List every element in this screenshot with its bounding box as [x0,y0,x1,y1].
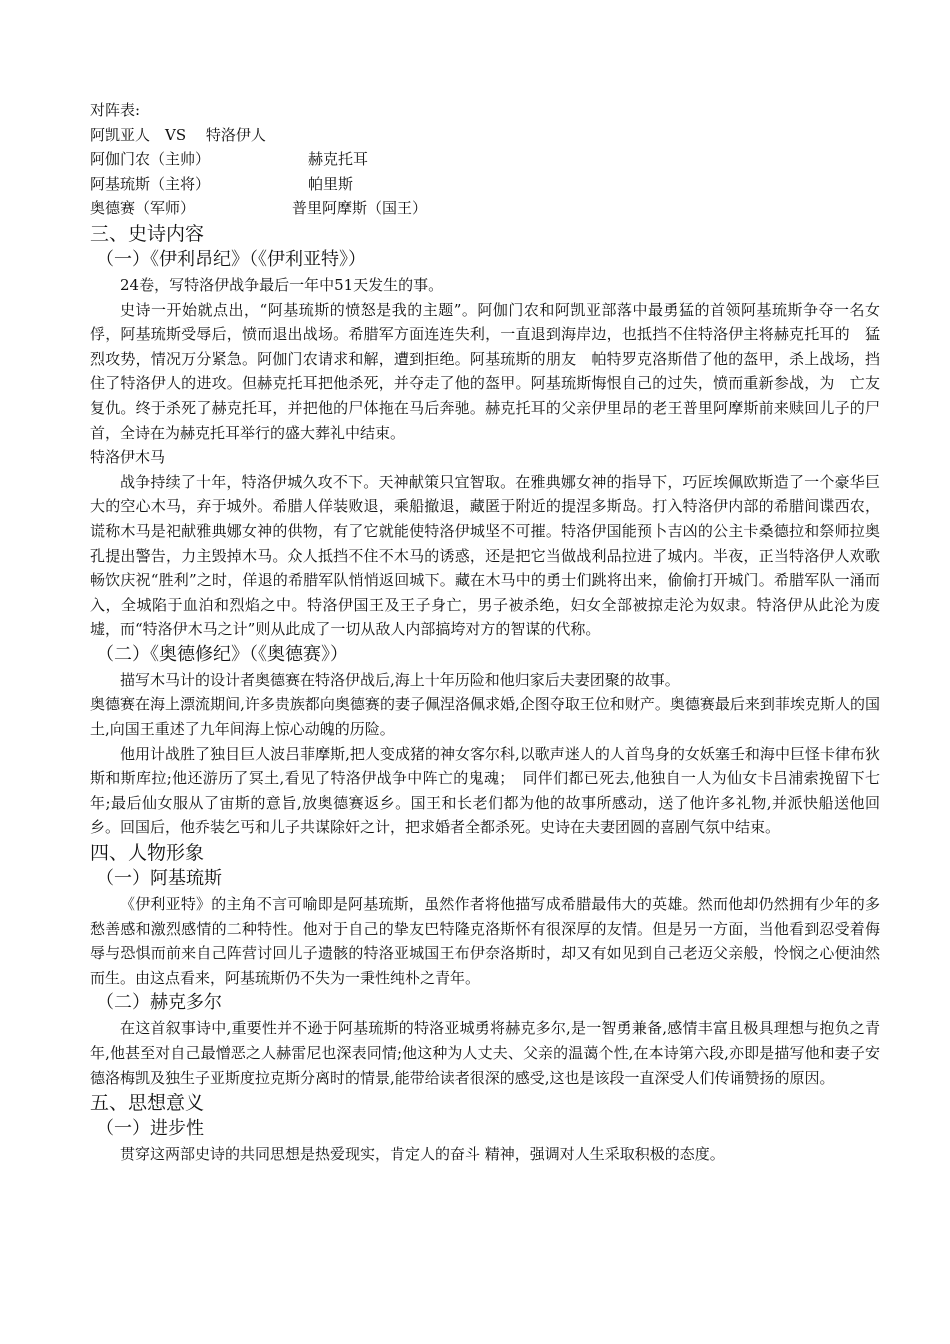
subsection-heading: （一）《伊利昂纪》（《伊利亚特》） [96,248,366,270]
subsection-heading: （一）进步性 [96,1118,204,1140]
roster-right: 普里阿摩斯（国王） [292,199,428,218]
paragraph: 贯穿这两部史诗的共同思想是热爱现实，肯定人的奋斗 精神，强调对人生采取积极的态度。 [120,1145,725,1164]
roster-left: 奥德赛（军师） [90,199,196,218]
subsection-heading: （一）阿基琉斯 [96,868,222,890]
roster-right: 帕里斯 [308,174,354,193]
roster-row [90,196,880,221]
section-heading: 五、思想意义 [90,1092,205,1115]
paragraph: 在这首叙事诗中,重要性并不逊于阿基琉斯的特洛亚城勇将赫克多尔,是一智勇兼备,感情丰富且极具理想与抱负之青年,他甚至对自己最憎恶之人赫雷尼也深表同情;他这种为人丈夫、父亲的温蔼个性,在本诗第六段,亦即是描写他和妻子安德洛梅凯及独生子亚斯度拉克斯分离时的情景,能带给读者很深的感受,这也是该段一直深受人们传诵赞扬的原因。 [90,1019,880,1087]
roster-row [90,147,880,172]
section-heading: 三、史诗内容 [90,222,205,245]
roster-left: 阿基琉斯（主将） [90,174,211,193]
paragraph: 《伊利亚特》的主角不言可喻即是阿基琉斯，虽然作者将他描写成希腊最伟大的英雄。然而他却仍然拥有少年的多愁善感和激烈感情的二种特性。他对于自己的挚友巴特隆克洛斯怀有很深厚的友情。但是另一方面，当他看到忍受着侮辱与恐惧而前来自己阵营讨回儿子遗骸的特洛亚城国王布伊奈洛斯时，却又有如见到自己老迈父亲般，怜悯之心便油然而生。由这点看来，阿基琉斯仍不失为一秉性纯朴之青年。 [90,895,880,987]
subsection-heading: （二）《奥德修纪》（《奥德赛》） [96,643,348,665]
paragraph: 史诗一开始就点出，“阿基琉斯的愤怒是我的主题”。阿伽门农和阿凯亚部落中最勇猛的首领阿基琉斯争夺一名女俘，阿基琉斯受辱后，愤而退出战场。希腊军方面连连失利，一直退到海岸边，也抵挡不住特洛伊主将赫克托耳的 猛烈攻势，情况万分紧急。阿伽门农请求和解，遭到拒绝。阿基琉斯的朋友 帕特罗克洛斯借了他的盔甲，杀上战场，挡住了特洛伊人的进攻。但赫克托耳把他杀死，并夺走了他的盔甲。阿基琉斯悔恨自己的过失，愤而重新参战，为 亡友复仇。终于杀死了赫克托耳，并把他的尸体拖在马后奔驰。赫克托耳的父亲伊里昂的老王普里阿摩斯前来赎回儿子的尸首，全诗在为赫克托耳举行的盛大葬礼中结束。 [90,300,880,442]
roster-left: 阿伽门农（主帅） [90,150,211,169]
roster-title: 对阵表: [90,101,141,119]
roster-vs-line: 阿凯亚人 VS 特洛伊人 [90,125,266,144]
document-page [90,98,880,1167]
roster-row [90,172,880,197]
paragraph: 他用计战胜了独目巨人波吕菲摩斯,把人变成猪的神女客尔科,以歌声迷人的人首鸟身的女妖塞壬和海中巨怪卡律布狄斯和斯库拉;他还游历了冥土,看见了特洛伊战争中阵亡的鬼魂； 同伴们都已死去,他独自一人为仙女卡吕浦索挽留下七年;最后仙女服从了宙斯的意旨,放奥德赛返乡。国王和长老们都为他的故事所感动，送了他许多礼物,并派快船送他回乡。回国后，他乔装乞丐和儿子共谋除奸之计，把求婚者全都杀死。史诗在夫妻团圆的喜剧气氛中结束。 [90,744,880,837]
subsection-heading: （二）赫克多尔 [96,992,222,1014]
paragraph: 24卷，写特洛伊战争最后一年中51天发生的事。 [120,275,444,294]
roster-right: 赫克托耳 [308,150,369,169]
paragraph: 战争持续了十年，特洛伊城久攻不下。天神献策只宜智取。在雅典娜女神的指导下，巧匠埃佩欧斯造了一个豪华巨大的空心木马，弃于城外。希腊人佯装败退，乘船撤退，藏匿于附近的提涅多斯岛。打入特洛伊内部的希腊间谍西农，谎称木马是祀献雅典娜女神的供物，有了它就能使特洛伊城坚不可摧。特洛伊国能预卜吉凶的公主卡桑德拉和祭师拉奥孔提出警告，力主毁掉木马。众人抵挡不住不木马的诱惑，还是把它当做战利品拉进了城内。半夜，正当特洛伊人欢歌畅饮庆祝“胜利”之时，佯退的希腊军队悄悄返回城下。藏在木马中的勇士们跳将出来，偷偷打开城门。希腊军队一涌而入，全城陷于血泊和烈焰之中。特洛伊国王及王子身亡，男子被杀绝，妇女全部被掠走沦为奴隶。特洛伊从此沦为废墟，而“特洛伊木马之计”则从此成了一切从敌人内部搞垮对方的智谋的代称。 [90,472,880,639]
paragraph: 奥德赛在海上漂流期间,许多贵族都向奥德赛的妻子佩涅洛佩求婚,企图夺取王位和财产。奥德赛最后来到菲埃克斯人的国土,向国王重述了九年间海上惊心动魄的历险。 [90,695,880,739]
paragraph: 描写木马计的设计者奥德赛在特洛伊战后,海上十年历险和他归家后夫妻团聚的故事。 [120,670,680,689]
topic-title: 特洛伊木马 [90,448,166,467]
section-heading: 四、人物形象 [90,842,205,865]
